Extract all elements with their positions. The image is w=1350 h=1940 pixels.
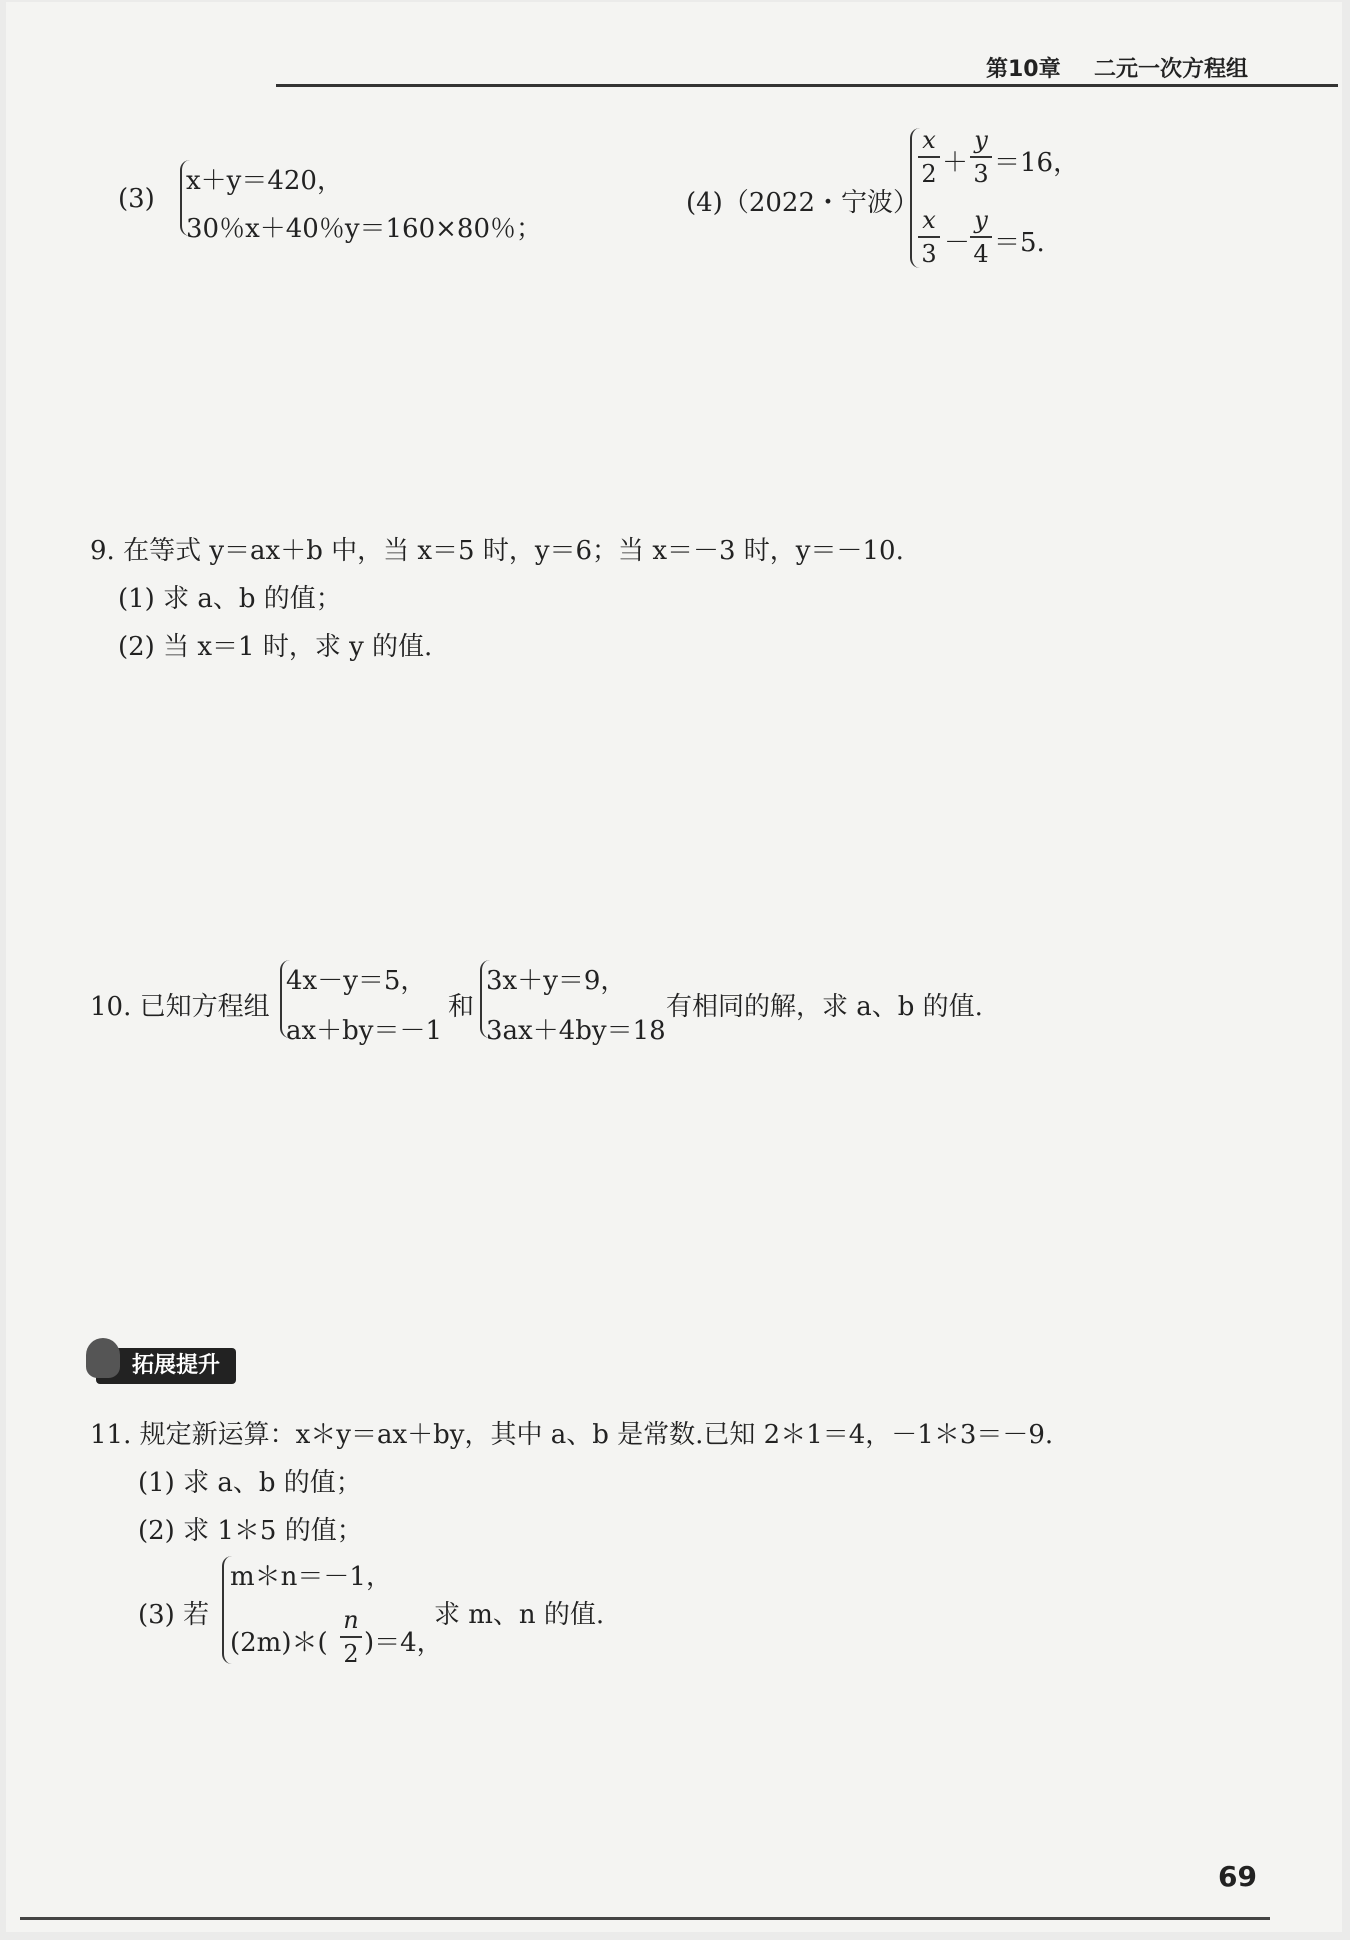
frac-num: x xyxy=(922,126,936,154)
frac-num: x xyxy=(922,206,936,234)
p10-prefix: 10. 已知方程组 xyxy=(90,992,270,1022)
p9-q2: (2) 当 x＝1 时，求 y 的值. xyxy=(118,632,433,662)
section-badge: 拓展提升 xyxy=(96,1348,236,1384)
p10-sys1-eq2: ax＋by＝－1 xyxy=(286,1016,443,1046)
p8-4-eq2-rest: ＝5. xyxy=(994,228,1045,258)
p8-4-plus: ＋ xyxy=(942,148,969,178)
p10-and: 和 xyxy=(448,992,475,1022)
lightbulb-icon xyxy=(86,1338,120,1378)
p11-q3-eq1: m＊n＝－1， xyxy=(230,1562,392,1592)
p8-3-eq1: x＋y＝420， xyxy=(186,166,343,196)
frac-den: 3 xyxy=(973,160,989,188)
p9-q1: (1) 求 a、b 的值； xyxy=(118,584,342,614)
frac-num: y xyxy=(974,206,988,234)
p10-sys2-eq2: 3ax＋4by＝18 xyxy=(486,1016,666,1046)
p8-4-frac-y4 xyxy=(970,206,992,268)
p8-4-label: (4)（2022・宁波） xyxy=(686,188,919,218)
frac-den: 4 xyxy=(973,240,989,268)
chapter-number: 第10章 xyxy=(986,57,1061,82)
frac-den: 2 xyxy=(343,1640,359,1668)
frac-num: n xyxy=(343,1606,359,1634)
p11-q2: (2) 求 1＊5 的值； xyxy=(138,1516,363,1546)
header-rule xyxy=(276,84,1338,87)
frac-bar xyxy=(970,236,992,238)
p8-3-eq2: 30％x＋40％y＝160×80％； xyxy=(186,214,543,244)
p11-q3-suffix: 求 m、n 的值. xyxy=(434,1600,605,1630)
frac-den: 2 xyxy=(921,160,937,188)
chapter-title: 二元一次方程组 xyxy=(1093,57,1248,82)
footer-rule xyxy=(20,1917,1270,1920)
p11-q1: (1) 求 a、b 的值； xyxy=(138,1468,362,1498)
frac-bar xyxy=(918,236,940,238)
p8-4-minus: － xyxy=(944,228,971,258)
p10-suffix: 有相同的解，求 a、b 的值. xyxy=(666,992,983,1022)
p8-4-frac-x3 xyxy=(918,206,940,268)
p11-stem: 11. 规定新运算：x＊y＝ax＋by，其中 a、b 是常数.已知 2＊1＝4，－1＊3＝－9. xyxy=(90,1420,1054,1450)
p11-q3-frac-n2 xyxy=(340,1606,362,1668)
p8-3-label: (3) xyxy=(118,184,155,214)
p8-4-frac-x2 xyxy=(918,126,940,188)
p10-sys1-eq1: 4x－y＝5， xyxy=(286,966,427,996)
frac-bar xyxy=(970,156,992,158)
p8-4-eq1-rest: ＝16， xyxy=(994,148,1080,178)
frac-num: y xyxy=(974,126,988,154)
p11-q3-prefix: (3) 若 xyxy=(138,1600,210,1630)
frac-den: 3 xyxy=(921,240,937,268)
frac-bar xyxy=(340,1636,362,1638)
p10-sys2-eq1: 3x＋y＝9， xyxy=(486,966,627,996)
page-number: 69 xyxy=(1218,1860,1257,1893)
chapter-label xyxy=(986,52,1248,83)
workbook-page xyxy=(6,2,1342,1932)
p11-q3-eq2-left: (2m)＊( xyxy=(230,1628,328,1658)
p8-4-frac-y3 xyxy=(970,126,992,188)
p9-stem: 9. 在等式 y＝ax＋b 中，当 x＝5 时，y＝6；当 x＝－3 时，y＝－10. xyxy=(90,536,904,566)
p11-q3-eq2-right: )＝4， xyxy=(364,1628,443,1658)
frac-bar xyxy=(918,156,940,158)
